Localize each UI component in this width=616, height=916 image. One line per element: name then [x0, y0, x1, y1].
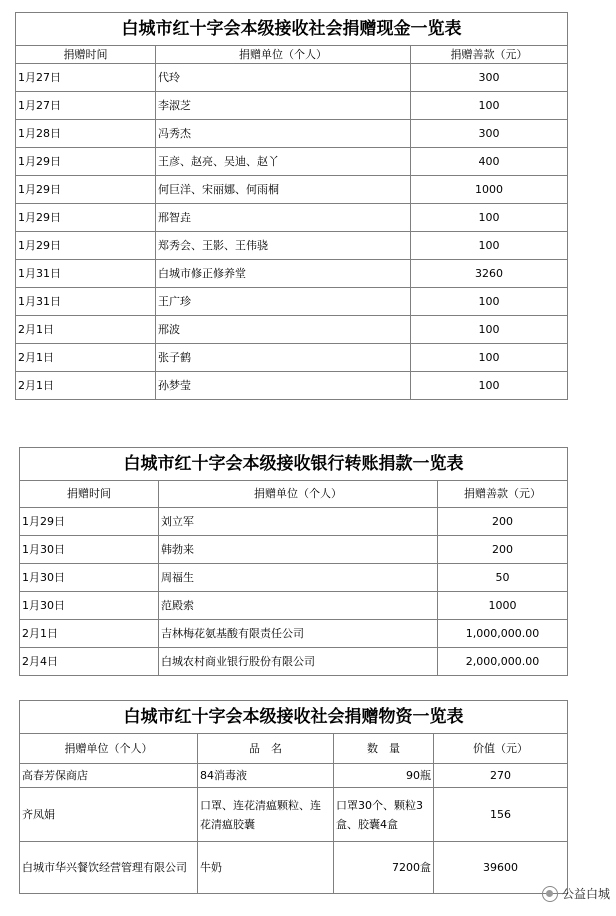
- goods-table-title: 白城市红十字会本级接收社会捐赠物资一览表: [20, 701, 568, 734]
- header-quantity: 数 量: [334, 734, 434, 764]
- table-row: [20, 648, 568, 676]
- date-cell: 1月31日: [16, 288, 156, 316]
- table-row: [16, 288, 568, 316]
- date-cell: 2月1日: [16, 316, 156, 344]
- donor-cell: 邢智垚: [156, 204, 411, 232]
- donor-cell: 韩勃来: [159, 536, 438, 564]
- date-cell: 1月30日: [20, 564, 159, 592]
- table-row: [16, 204, 568, 232]
- quantity-cell: 7200盒: [334, 842, 434, 894]
- amount-cell: 200: [438, 536, 568, 564]
- header-time: 捐赠时间: [20, 481, 159, 508]
- donor-cell: 李淑芝: [156, 92, 411, 120]
- amount-cell: 100: [411, 316, 568, 344]
- date-cell: 2月1日: [16, 344, 156, 372]
- table-row: [16, 372, 568, 400]
- amount-cell: 1,000,000.00: [438, 620, 568, 648]
- amount-cell: 300: [411, 64, 568, 92]
- donor-cell: 孙梦莹: [156, 372, 411, 400]
- header-item: 品 名: [198, 734, 334, 764]
- date-cell: 1月27日: [16, 92, 156, 120]
- amount-cell: 100: [411, 92, 568, 120]
- amount-cell: 3260: [411, 260, 568, 288]
- value-cell: 39600: [434, 842, 568, 894]
- table-row: [16, 64, 568, 92]
- amount-cell: 100: [411, 204, 568, 232]
- header-donor: 捐赠单位（个人）: [156, 46, 411, 64]
- donor-cell: 高春芳保商店: [20, 764, 198, 788]
- table-row: [20, 842, 568, 894]
- wechat-logo-icon: [542, 886, 558, 902]
- date-cell: 1月29日: [20, 508, 159, 536]
- donor-cell: 吉林梅花氨基酸有限责任公司: [159, 620, 438, 648]
- table-row: [20, 508, 568, 536]
- item-cell: 牛奶: [198, 842, 334, 894]
- header-donor: 捐赠单位（个人）: [20, 734, 198, 764]
- date-cell: 1月29日: [16, 176, 156, 204]
- donor-cell: 齐凤娟: [20, 788, 198, 842]
- quantity-cell: 口罩30个、颗粒3盒、胶囊4盒: [334, 788, 434, 842]
- watermark-text: 公益白城: [561, 887, 610, 901]
- donor-cell: 何巨洋、宋丽娜、何雨桐: [156, 176, 411, 204]
- donor-cell: 邢波: [156, 316, 411, 344]
- table-row: [20, 764, 568, 788]
- amount-cell: 300: [411, 120, 568, 148]
- header-value: 价值（元）: [434, 734, 568, 764]
- amount-cell: 100: [411, 288, 568, 316]
- donor-cell: 代玲: [156, 64, 411, 92]
- amount-cell: 100: [411, 372, 568, 400]
- donor-cell: 王广珍: [156, 288, 411, 316]
- table-row: [16, 92, 568, 120]
- amount-cell: 1000: [411, 176, 568, 204]
- donor-cell: 白城农村商业银行股份有限公司: [159, 648, 438, 676]
- date-cell: 2月1日: [20, 620, 159, 648]
- bank-table-title: 白城市红十字会本级接收银行转账捐款一览表: [20, 448, 568, 481]
- amount-cell: 1000: [438, 592, 568, 620]
- table-row: [20, 592, 568, 620]
- donor-cell: 王彦、赵亮、吴迪、赵丫: [156, 148, 411, 176]
- cash-donation-table: [15, 12, 568, 400]
- donor-cell: 白城市修正修养堂: [156, 260, 411, 288]
- date-cell: 1月29日: [16, 232, 156, 260]
- table-row: [20, 536, 568, 564]
- header-donor: 捐赠单位（个人）: [159, 481, 438, 508]
- date-cell: 1月27日: [16, 64, 156, 92]
- donor-cell: 张子鹤: [156, 344, 411, 372]
- date-cell: 2月1日: [16, 372, 156, 400]
- goods-donation-table: [19, 700, 568, 894]
- donor-cell: 白城市华兴餐饮经营管理有限公司: [20, 842, 198, 894]
- table-row: [16, 316, 568, 344]
- amount-cell: 50: [438, 564, 568, 592]
- table-row: [16, 260, 568, 288]
- date-cell: 1月29日: [16, 204, 156, 232]
- date-cell: 1月29日: [16, 148, 156, 176]
- date-cell: 1月30日: [20, 536, 159, 564]
- bank-transfer-table: [19, 447, 568, 676]
- header-amount: 捐赠善款（元）: [438, 481, 568, 508]
- amount-cell: 400: [411, 148, 568, 176]
- watermark: [542, 885, 610, 902]
- header-time: 捐赠时间: [16, 46, 156, 64]
- donor-cell: 范殿索: [159, 592, 438, 620]
- amount-cell: 100: [411, 232, 568, 260]
- table-row: [20, 788, 568, 842]
- date-cell: 1月28日: [16, 120, 156, 148]
- date-cell: 2月4日: [20, 648, 159, 676]
- quantity-cell: 90瓶: [334, 764, 434, 788]
- header-amount: 捐赠善款（元）: [411, 46, 568, 64]
- date-cell: 1月30日: [20, 592, 159, 620]
- donor-cell: 周福生: [159, 564, 438, 592]
- table-row: [16, 176, 568, 204]
- table-row: [16, 232, 568, 260]
- donor-cell: 冯秀杰: [156, 120, 411, 148]
- item-cell: 84消毒液: [198, 764, 334, 788]
- table-row: [16, 148, 568, 176]
- table-row: [16, 344, 568, 372]
- donor-cell: 刘立军: [159, 508, 438, 536]
- table-row: [20, 564, 568, 592]
- amount-cell: 2,000,000.00: [438, 648, 568, 676]
- date-cell: 1月31日: [16, 260, 156, 288]
- donor-cell: 郑秀会、王影、王伟骁: [156, 232, 411, 260]
- amount-cell: 100: [411, 344, 568, 372]
- item-cell: 口罩、连花清瘟颗粒、连花清瘟胶囊: [198, 788, 334, 842]
- table-row: [16, 120, 568, 148]
- amount-cell: 200: [438, 508, 568, 536]
- value-cell: 156: [434, 788, 568, 842]
- table-row: [20, 620, 568, 648]
- value-cell: 270: [434, 764, 568, 788]
- cash-table-title: 白城市红十字会本级接收社会捐赠现金一览表: [16, 13, 568, 46]
